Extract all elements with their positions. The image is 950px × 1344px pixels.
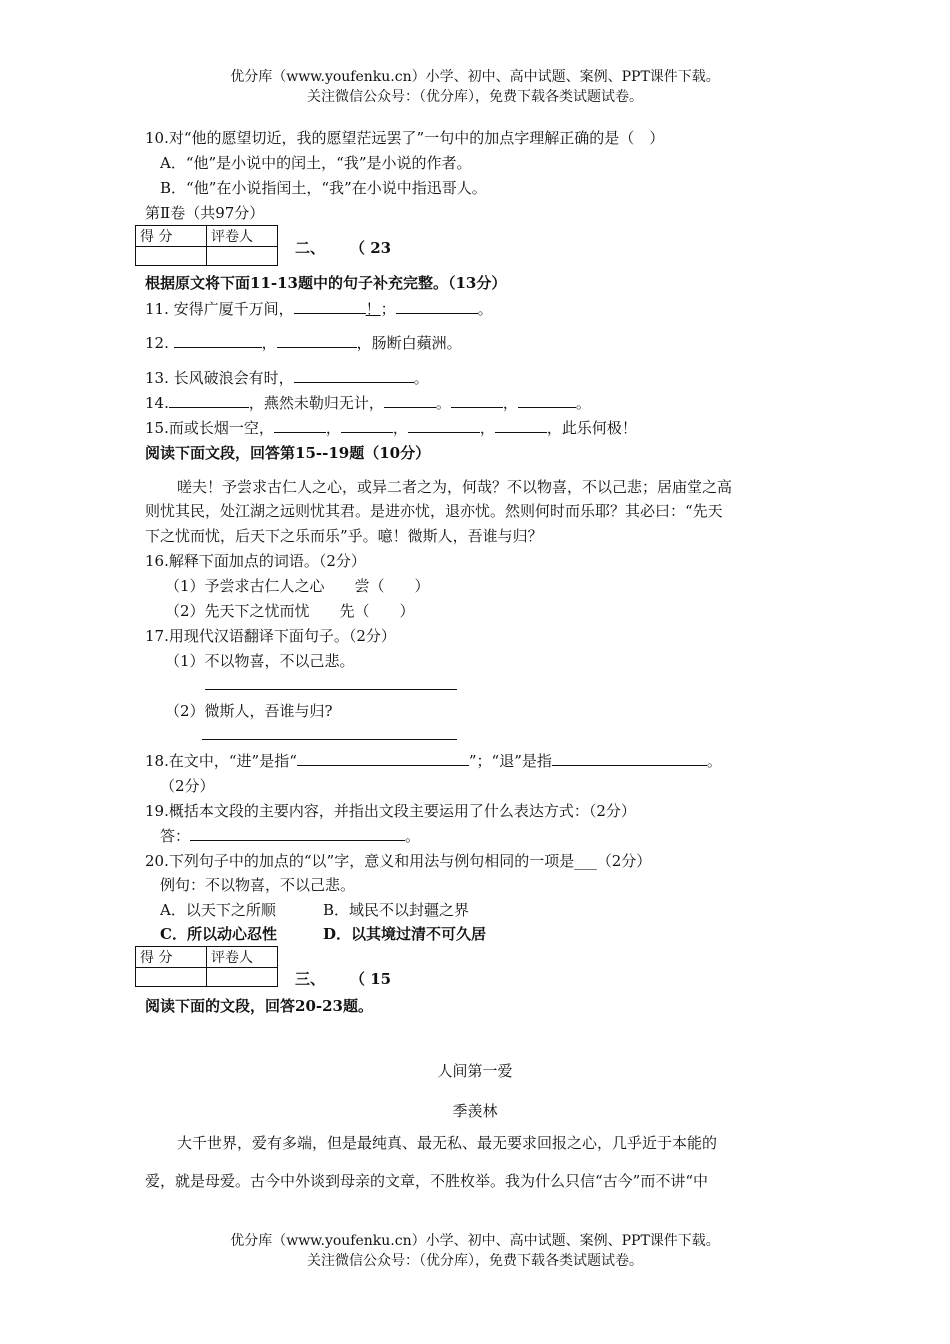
q15-sep3: ， [479, 419, 495, 437]
q14-end: 。 [575, 394, 591, 412]
q13-blank[interactable] [294, 368, 414, 383]
q19-end: 。 [405, 827, 421, 845]
part2-title: 第Ⅱ卷（共97分） [145, 204, 265, 222]
q16-item-1: （1）予尝求古仁人之心 尝（ ） [165, 577, 430, 595]
q11-blank-1[interactable] [294, 299, 366, 314]
article-author: 季羡林 [452, 1102, 498, 1120]
q16-stem: 16.解释下面加点的词语。（2分） [145, 552, 366, 570]
q14-sep2: ， [502, 394, 518, 412]
q13-end: 。 [413, 369, 429, 387]
q15-blank-3[interactable] [408, 418, 480, 433]
reading2-instruction: 阅读下面的文段，回答20-23题。 [145, 997, 373, 1015]
footer-line-1: 优分库（www.youfenku.cn）小学、初中、高中试题、案例、PPT课件下载。 [230, 1233, 720, 1249]
q15-sep2: ， [392, 419, 408, 437]
q13-text: 13. 长风破浪会有时， [145, 369, 294, 387]
score-label: 得 分 [136, 226, 207, 247]
q18-blank-1[interactable] [297, 751, 469, 766]
q14-blank-4[interactable] [518, 393, 576, 408]
q15-blank-2[interactable] [341, 418, 393, 433]
q18-text-1: 18.在文中，“进”是指“ [145, 752, 297, 770]
q14-sep1: 。 [435, 394, 451, 412]
q16-item-2: （2）先天下之忧而忧 先（ ） [165, 602, 415, 620]
q18-blank-2[interactable] [552, 751, 707, 766]
q14-text: ，燕然未勒归无计， [248, 394, 384, 412]
q15-blank-4[interactable] [495, 418, 547, 433]
q12-sep: ， [261, 334, 277, 352]
q20-example: 例句：不以物喜，不以己悲。 [160, 876, 356, 894]
q12-blank-1[interactable] [174, 333, 262, 348]
score-cell [136, 247, 207, 266]
q19-answer-label: 答： [160, 827, 191, 845]
footer-line-2: 关注微信公众号：（优分库），免费下载各类试题试卷。 [307, 1253, 643, 1269]
q10-option-b: B．“他”在小说指闰土，“我”在小说中指迅哥人。 [160, 179, 487, 197]
q14-blank-2[interactable] [384, 393, 436, 408]
q14-blank-1[interactable] [169, 393, 249, 408]
q19-stem: 19.概括本文段的主要内容，并指出文段主要运用了什么表达方式：（2分） [145, 802, 636, 820]
q18 [145, 750, 722, 771]
q14-num: 14. [145, 394, 169, 412]
section3-label: 三、 [295, 970, 326, 988]
q20-option-a: A．以天下之所顺 [160, 901, 276, 919]
q12-text: ，肠断白蘋洲。 [356, 334, 462, 352]
q18-text-2: ”；“退”是指 [468, 752, 552, 770]
q17-item-2: （2）微斯人，吾谁与归? [165, 702, 333, 720]
score-cell-2 [136, 968, 207, 987]
q17-answer-line-1[interactable] [205, 689, 457, 690]
q20-option-c: C．所以动心忍性 [160, 925, 277, 943]
header-line-2: 关注微信公众号：（优分库），免费下载各类试题试卷。 [307, 89, 643, 105]
fill-instruction: 根据原文将下面11-13题中的句子补充完整。（13分） [145, 274, 507, 292]
section2-label: 二、 [295, 239, 326, 257]
section2-score: （ 23 [350, 239, 392, 257]
q10-stem: 10.对“他的愿望切近，我的愿望茫远罢了”一句中的加点字理解正确的是（ ） [145, 129, 665, 147]
q17-answer-line-2[interactable] [202, 739, 457, 740]
q10-option-a: A．“他”是小说中的闰土，“我”是小说的作者。 [160, 154, 472, 172]
q12-num: 12. [145, 334, 174, 352]
q15 [145, 417, 637, 438]
reading1-line-3: 下之忧而忧，后天下之乐而乐”乎。噫！微斯人，吾谁与归？ [145, 527, 543, 545]
q17-stem: 17.用现代汉语翻译下面句子。（2分） [145, 627, 396, 645]
q11 [145, 298, 493, 319]
q14 [145, 392, 591, 413]
q13 [145, 367, 429, 388]
reading1-line-2: 则忧其民，处江湖之远则忧其君。是进亦忧，退亦忧。然则何时而乐耶？其必曰：“先天 [145, 502, 723, 520]
q11-end: 。 [477, 300, 493, 318]
q11-mark: ！ [365, 300, 381, 318]
q11-blank-2[interactable] [396, 299, 478, 314]
score-label-2: 得 分 [136, 947, 207, 968]
q15-blank-1[interactable] [274, 418, 326, 433]
q12-blank-2[interactable] [277, 333, 357, 348]
score-table-1 [135, 225, 278, 266]
q17-item-1: （1）不以物喜，不以己悲。 [165, 652, 355, 670]
q20-option-b: B．域民不以封疆之界 [323, 901, 470, 919]
q19-blank[interactable] [190, 826, 405, 841]
q20-option-d: D．以其境过清不可久居 [323, 925, 487, 943]
q20-stem: 20.下列句子中的加点的“以”字，意义和用法与例句相同的一项是___（2分） [145, 852, 652, 870]
grader-cell-2 [207, 968, 278, 987]
article-title: 人间第一爱 [437, 1062, 513, 1080]
q15-text: 15.而或长烟一空， [145, 419, 274, 437]
q11-sep: ； [380, 300, 396, 318]
grader-label: 评卷人 [207, 226, 278, 247]
q18-end: 。 [706, 752, 722, 770]
grader-cell [207, 247, 278, 266]
q19-answer [160, 825, 420, 846]
q15-end: ，此乐何极！ [546, 419, 637, 437]
reading1-instruction: 阅读下面文段，回答第15--19题（10分） [145, 444, 431, 462]
score-table-2 [135, 946, 278, 987]
grader-label-2: 评卷人 [207, 947, 278, 968]
section3-score: （ 15 [350, 970, 392, 988]
q11-text: 11. 安得广厦千万间， [145, 300, 294, 318]
q14-blank-3[interactable] [451, 393, 503, 408]
article-line-2: 爱，就是母爱。古今中外谈到母亲的文章，不胜枚举。我为什么只信“古今”而不讲“中 [145, 1172, 709, 1190]
article-line-1: 大千世界，爱有多端，但是最纯真、最无私、最无要求回报之心，几乎近于本能的 [177, 1134, 718, 1152]
reading1-line-1: 嗟夫！予尝求古仁人之心，或异二者之为，何哉？不以物喜，不以己悲；居庙堂之高 [177, 478, 733, 496]
q12 [145, 332, 462, 353]
q15-sep1: ， [325, 419, 341, 437]
q18-score: （2分） [160, 777, 215, 795]
header-line-1: 优分库（www.youfenku.cn）小学、初中、高中试题、案例、PPT课件下载。 [230, 69, 720, 85]
